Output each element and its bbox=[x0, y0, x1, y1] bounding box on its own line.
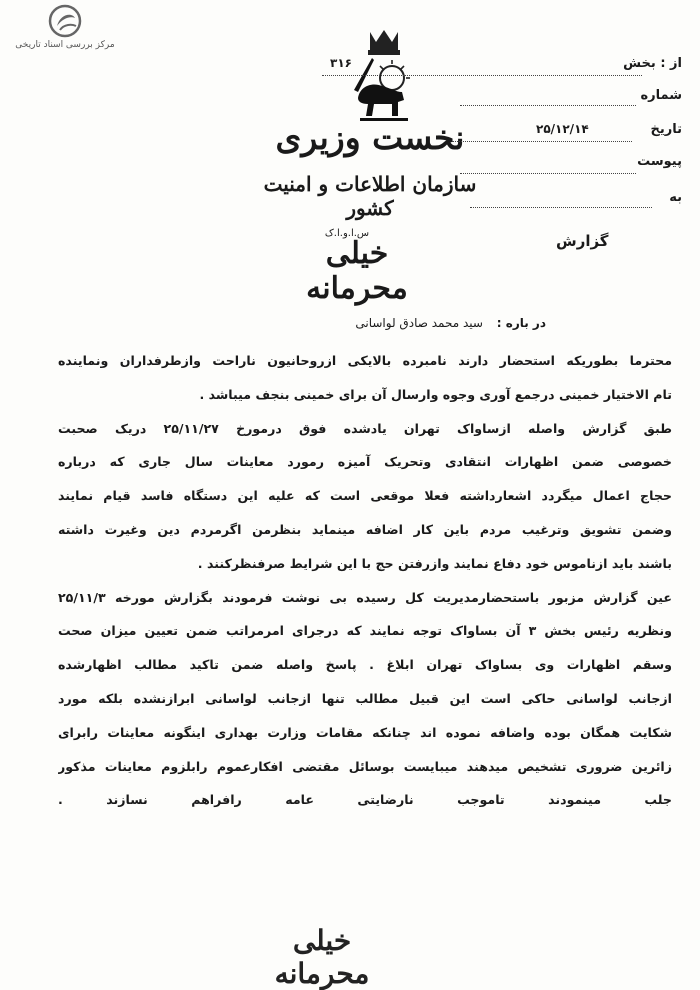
field-from-label: از : بخش bbox=[623, 56, 682, 71]
field-date bbox=[651, 122, 683, 137]
body-line bbox=[58, 817, 672, 851]
body-line: محترما بطوریکه استحضار دارند نامبرده بالایکی ازروحانیون ناراحت وازطرفداران ونماینده bbox=[58, 353, 672, 368]
body-line: باشند باید ازناموس خود دفاع نمایند وازرفتن حج با این شرایط صرفنظرکنند . bbox=[197, 555, 672, 571]
field-attachment-label: پیوست bbox=[637, 154, 682, 169]
field-to bbox=[669, 190, 682, 205]
field-date-label: تاریخ bbox=[650, 122, 682, 137]
archive-name: مرکز بررسی اسناد تاریخی bbox=[15, 40, 115, 50]
body-line: زائرین ضروری تشخیص میدهند میبایست بوسائل مقتضی افکارعموم رابلزوم معاینات مذکور bbox=[58, 758, 672, 774]
field-number-label: شماره bbox=[640, 88, 682, 103]
body-line: جلب مینمودند تاموجب نارضایتی عامه رافراهم نسازند . bbox=[58, 792, 672, 808]
field-from-line bbox=[322, 74, 642, 76]
field-date-line bbox=[452, 140, 632, 142]
paragraph-2 bbox=[58, 412, 672, 581]
field-attachment bbox=[637, 154, 682, 169]
agency-heading bbox=[245, 118, 495, 220]
body-line: خصوصی ضمن اظهارات انتقادی وتحریک آمیزه رمورد معاینات سال جاری که درباره bbox=[58, 454, 672, 470]
body-line: تام الاختیار خمینی درجمع آوری وجوه وارسال آن برای خمینی بنجف میباشد . bbox=[199, 386, 672, 402]
paragraph-3 bbox=[58, 581, 672, 851]
office-title: نخست وزیری bbox=[275, 118, 465, 157]
field-number-line bbox=[460, 104, 636, 106]
field-number bbox=[640, 88, 682, 103]
field-date-value: ۲۵/۱۲/۱۴ bbox=[536, 122, 589, 136]
field-from bbox=[623, 56, 682, 71]
subject-value: سید محمد صادق لواسانی bbox=[355, 316, 483, 330]
footer-classification-stamp: خیلی محرمانه bbox=[274, 924, 370, 990]
archive-logo bbox=[6, 4, 124, 50]
field-from-value: ۳۱۶ bbox=[330, 56, 352, 70]
body-line: وسقم اظهارات وی بساواک تهران ابلاغ . پاسخ واصله ضمن تاکید مطالب اظهارشده bbox=[58, 657, 672, 673]
registry-annotation: س.ا.و.ا.ک bbox=[324, 228, 370, 239]
subject-label: در باره : bbox=[496, 316, 546, 330]
lion-and-sun-crest-icon bbox=[346, 28, 422, 126]
body-line: شکایت همگان بوده واضافه نموده اند چنانکه مقامات وزارت بهداری اینگونه معاینات رابرای bbox=[58, 724, 672, 740]
body-line: ازجانب لواسانی حاکی است این قبیل مطالب تنها ازجانب لواسانی ابرازنشده بلکه مورد bbox=[58, 690, 672, 706]
report-label: گزارش bbox=[556, 232, 609, 250]
field-to-label: به bbox=[669, 190, 682, 205]
field-attachment-line bbox=[460, 172, 636, 174]
body-line: ونظریه رئیس بخش ۳ آن بساواک توجه نمایند که درجرای امرمراتب ضمن تعیین میزان صحت bbox=[58, 623, 672, 639]
body-line: حجاج اعمال میگردد اشعارداشته فعلا موقعی است که علیه این دستگاه فاسد قیام نمایند bbox=[58, 488, 672, 504]
paragraph-1 bbox=[58, 344, 672, 412]
body-line: طبق گزارش واصله ازساواک تهران یادشده فوق درمورخ ۲۵/۱۱/۲۷ دریک صحبت bbox=[58, 420, 672, 436]
organization-name: سازمان اطلاعات و امنیت کشور bbox=[263, 172, 477, 220]
report-body bbox=[58, 344, 672, 851]
field-to-line bbox=[470, 206, 652, 208]
body-line: وضمن تشویق وترغیب مردم باین کار اضافه مینماید بنظرمن اگرمردم دین وغیرت داشته bbox=[58, 521, 672, 537]
classification-stamp: خیلی محرمانه bbox=[306, 236, 408, 306]
archive-emblem-icon bbox=[48, 4, 82, 38]
body-line: عین گزارش مزبور باستحضارمدیریت کل رسیده بی نوشت فرمودند بگزارش مورخه ۲۵/۱۱/۳ bbox=[58, 589, 672, 605]
subject bbox=[355, 316, 546, 330]
